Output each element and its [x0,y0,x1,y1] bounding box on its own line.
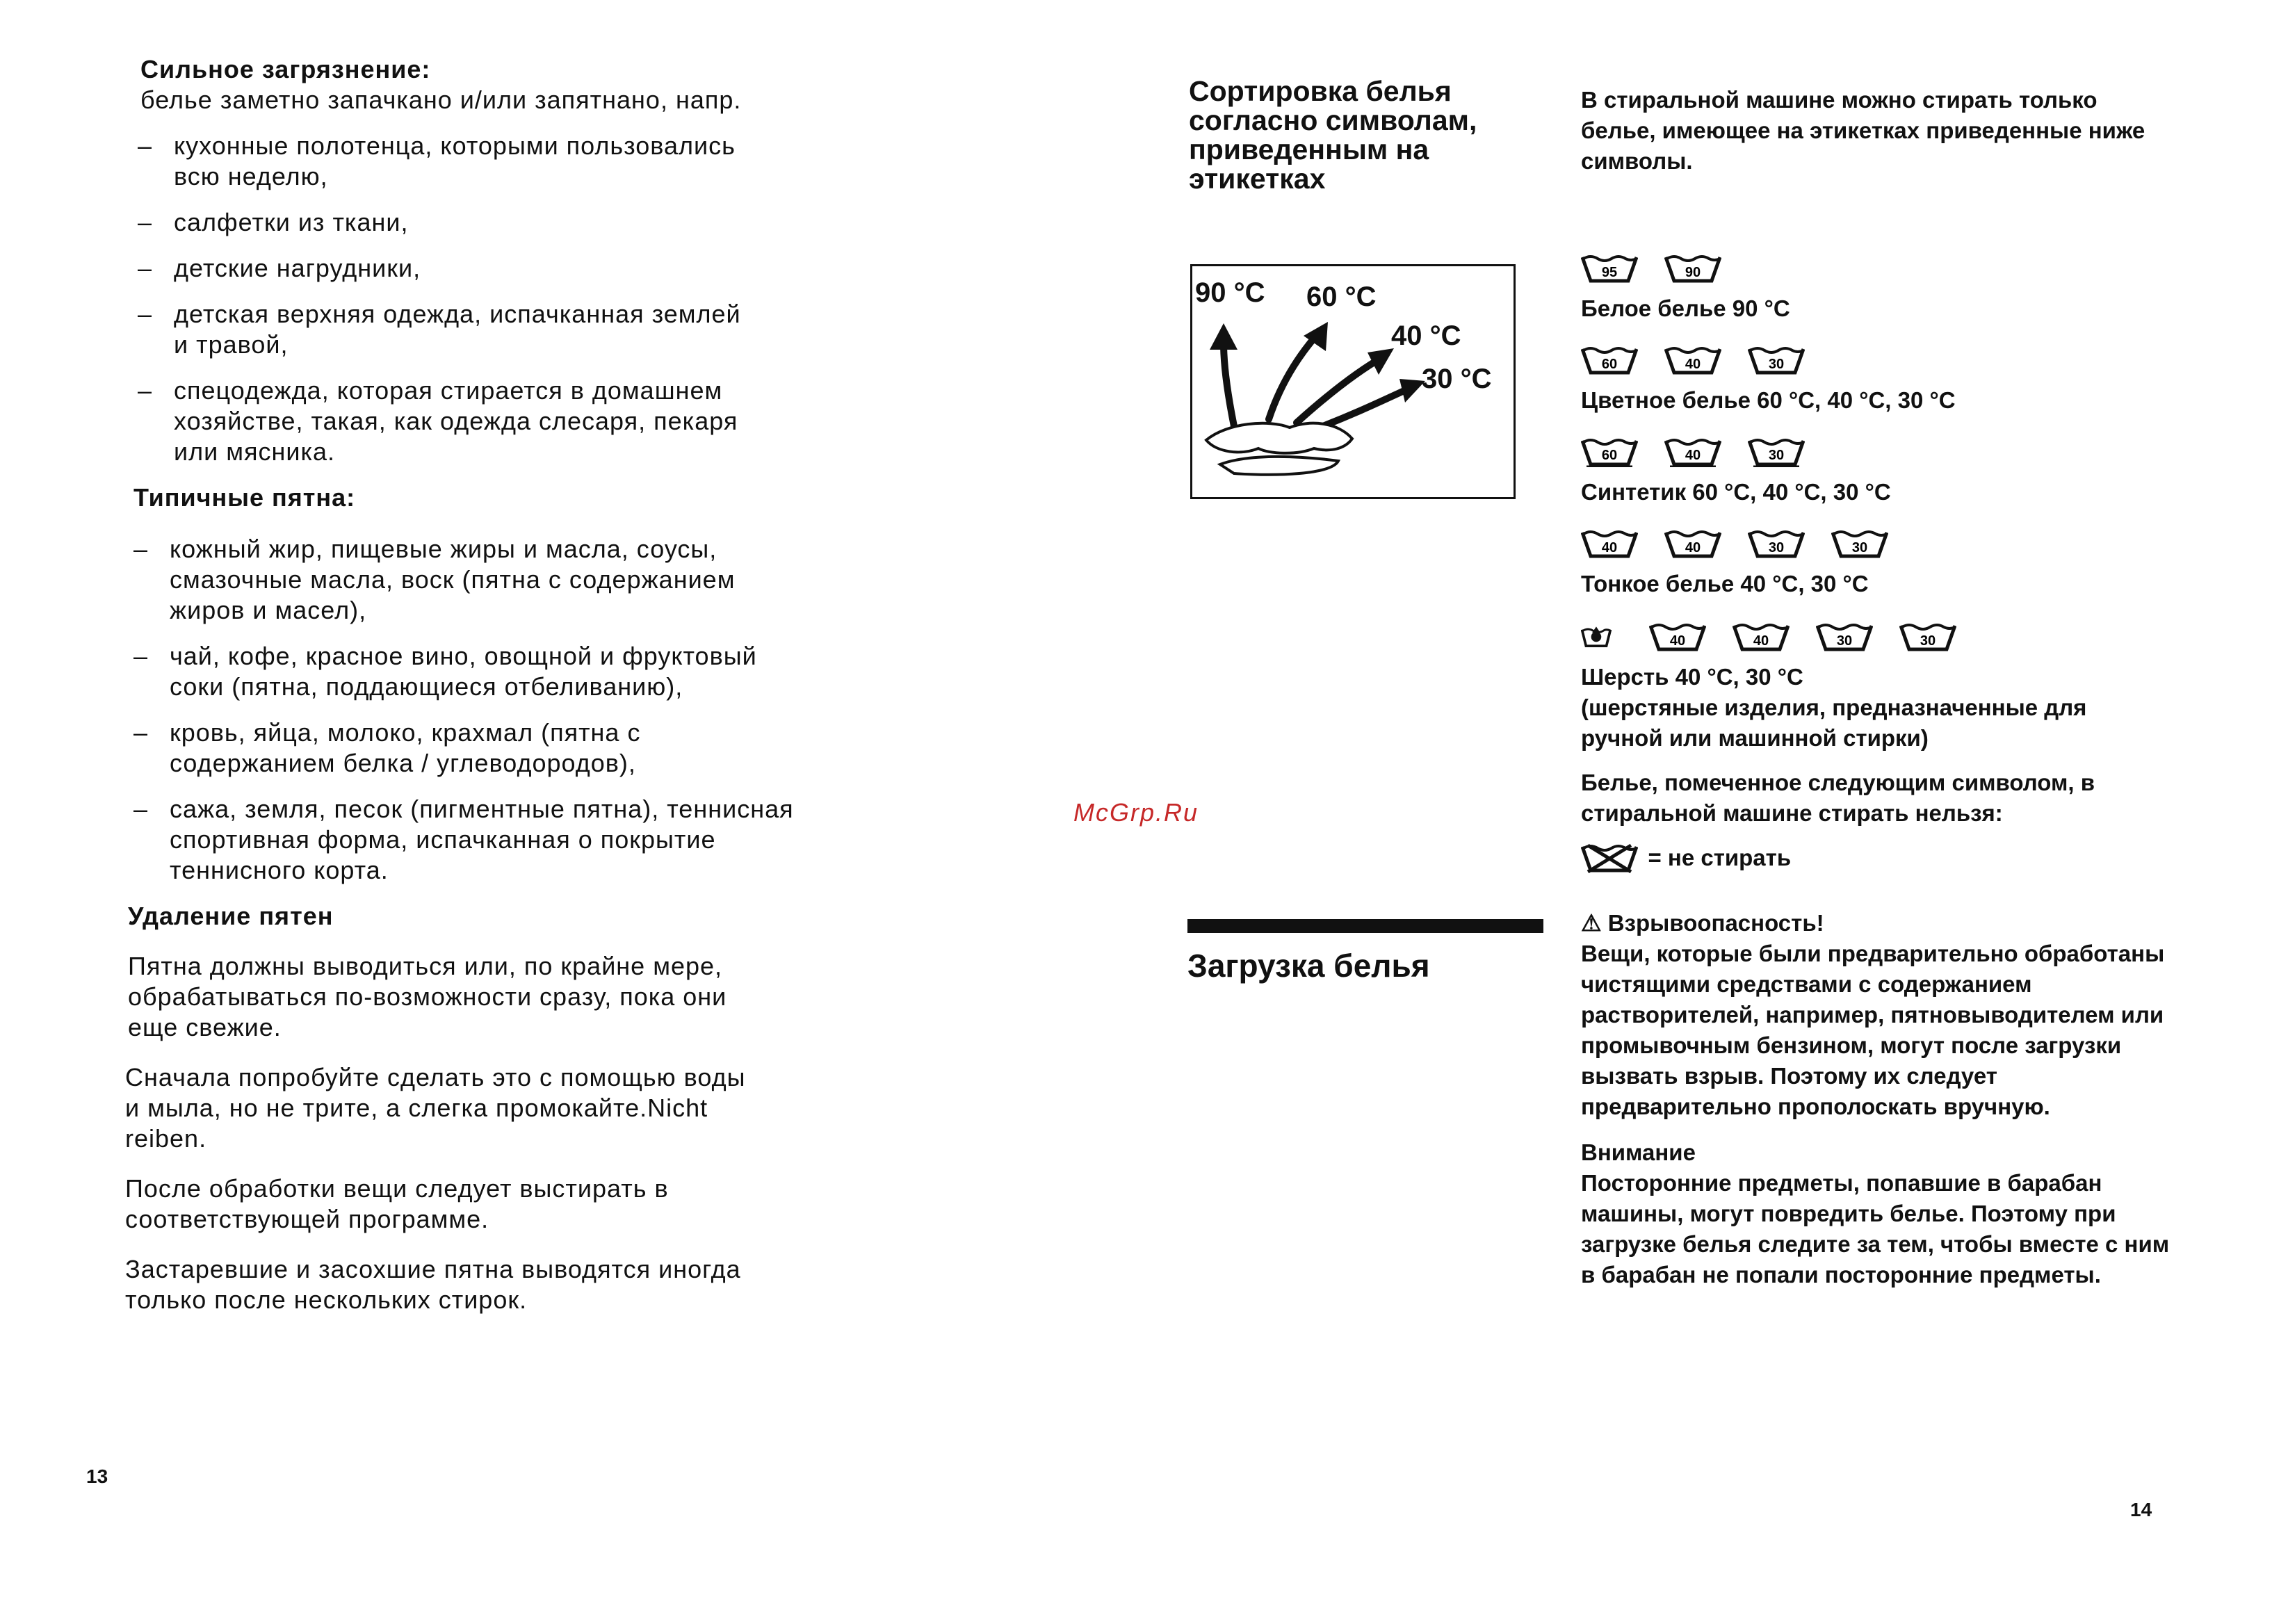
svg-text:95: 95 [1601,265,1618,280]
no-wash-intro: Белье, помеченное следующим символом, в стиральной машине стирать нельзя: [1581,770,2095,826]
stain-removal-p3: После обработки вещи следует выстирать в соответствующей программе. [125,1174,669,1233]
symbol-row [1581,345,2193,378]
wash-tub-icon [1664,437,1721,467]
svg-text:40: 40 [1601,540,1618,555]
temp-label-60: 60 °C [1306,282,1377,312]
symbol-group-delicate [1581,528,2193,599]
wash-tub-icon [1748,528,1805,559]
list-item: – чай, кофе, красное вино, овощной и фруктовый соки (пятна, поддающиеся отбеливанию), [133,642,757,701]
warning-triangle-icon: ⚠ [1581,910,1608,936]
symbol-group-label: Цветное белье 60 °C, 40 °C, 30 °C [1581,387,1956,413]
stains-title: Типичные пятна: [133,483,356,512]
wash-tub-icon [1748,345,1805,375]
wash-tub-icon [1816,622,1873,652]
temperature-diagram [1190,264,1516,499]
heavy-soil-desc: белье заметно запачкано и/или запятнано, напр. [140,86,742,114]
symbol-row [1581,622,2193,655]
svg-text:30: 30 [1768,357,1785,372]
left-page-number: 13 [86,1465,108,1487]
explosion-text: Вещи, которые были предварительно обработаны чистящими средствами с содержанием растворителей, например, пятновыводителем или промывочным бензином, могут после загрузки вызвать взрыв. Поэтому их следует предварительно прополоскать вручную. [1581,941,2165,1119]
wash-tub-icon [1664,253,1721,284]
list-item: – детская верхняя одежда, испачканная землей и травой, [138,300,741,359]
temp-label-90: 90 °C [1195,277,1265,308]
stains-list [133,534,794,886]
wash-tub-icon [1649,622,1706,652]
symbol-group-white [1581,253,2193,324]
warnings [1581,908,2172,1290]
no-wash-row [1581,843,2193,876]
wash-tub-icon [1581,345,1638,375]
symbol-row [1581,528,2193,562]
attention-title: Внимание [1581,1139,1696,1165]
symbol-row [1581,437,2193,470]
left-page [125,54,793,1315]
symbol-group-label: Синтетик 60 °C, 40 °C, 30 °C [1581,479,1891,505]
sort-heading: Сортировка белья согласно символам, приведенным на этикетках [1189,75,1477,195]
wash-tub-icon [1581,437,1638,467]
wash-tub-icon [1831,528,1888,559]
svg-text:30: 30 [1768,448,1785,463]
svg-text:90: 90 [1685,265,1701,280]
heavy-soil-title: Сильное загрязнение: [140,55,431,83]
list-item: – детские нагрудники, [138,254,421,282]
explosion-title: ⚠ Взрывоопасность! [1581,910,1824,936]
wool-note: (шерстяные изделия, предназначенные для ручной или машинной стирки) [1581,695,2087,751]
no-wash-label: = не стирать [1648,845,1792,870]
symbol-group-label: Тонкое белье 40 °C, 30 °C [1581,571,1869,596]
wash-tub-icon [1748,437,1805,467]
wash-tub-icon [1664,528,1721,559]
list-item: – кухонные полотенца, которыми пользовались всю неделю, [138,131,736,190]
list-item: – сажа, земля, песок (пигментные пятна), теннисная спортивная форма, испачканная о покрытие теннисного корта. [133,795,794,884]
wash-tub-icon [1664,345,1721,375]
symbol-group-color [1581,345,2193,416]
stain-removal-p4: Застаревшие и засохшие пятна выводятся иногда только после нескольких стирок. [125,1255,741,1314]
hand-wash-icon [1581,622,1623,652]
wash-tub-icon [1899,622,1956,652]
svg-text:60: 60 [1601,448,1618,463]
svg-text:30: 30 [1920,633,1936,649]
do-not-wash-icon [1581,843,1638,873]
svg-text:30: 30 [1851,540,1868,555]
svg-text:40: 40 [1685,448,1701,463]
stain-removal-title: Удаление пятен [128,902,334,930]
svg-text:30: 30 [1768,540,1785,555]
stain-removal-p1: Пятна должны выводиться или, по крайне мере, обрабатываться по-возможности сразу, пока они еще свежие. [128,952,727,1041]
svg-text:40: 40 [1753,633,1769,649]
symbol-row [1581,253,2193,286]
wash-tub-icon [1733,622,1790,652]
svg-text:60: 60 [1601,357,1618,372]
sort-intro: В стиральной машине можно стирать только белье, имеющее на этикетках приведенные ниже символы. [1581,87,2145,174]
svg-text:40: 40 [1685,357,1701,372]
list-item: – спецодежда, которая стирается в домашнем хозяйстве, такая, как одежда слесаря, пекаря или мясника. [138,376,738,466]
stain-removal-p2: Сначала попробуйте сделать это с помощью воды и мыла, но не трите, а слегка промокайте.Nicht reiben. [125,1063,746,1153]
symbol-group-label: Белое белье 90 °C [1581,295,1790,321]
temp-label-40: 40 °C [1391,320,1461,351]
svg-text:30: 30 [1836,633,1853,649]
list-item: – салфетки из ткани, [138,208,409,236]
symbol-group-wool [1581,622,2193,754]
symbol-group-label: Шерсть 40 °C, 30 °C [1581,664,1803,690]
list-item: – кожный жир, пищевые жиры и масла, соусы, смазочные масла, воск (пятна с содержанием жиров и масел), [133,535,736,624]
symbol-group-synthetic [1581,437,2193,508]
list-item: – кровь, яйца, молоко, крахмал (пятна с содержанием белка / углеводородов), [133,718,641,777]
svg-text:40: 40 [1669,633,1686,649]
care-symbols [1581,253,2193,876]
watermark-text: McGrp.Ru [1073,798,1199,827]
temp-label-30: 30 °C [1422,364,1492,394]
section-divider [1187,919,1543,933]
heavy-soil-list [138,131,749,467]
wash-tub-icon [1581,528,1638,559]
wash-tub-icon [1581,253,1638,284]
load-heading: Загрузка белья [1187,948,1430,984]
right-page-number: 14 [2130,1499,2152,1520]
attention-text: Посторонние предметы, попавшие в барабан машины, могут повредить белье. Поэтому при загрузке белья следите за тем, чтобы вместе с ним в барабан не попали посторонние предметы. [1581,1170,2170,1288]
svg-text:40: 40 [1685,540,1701,555]
